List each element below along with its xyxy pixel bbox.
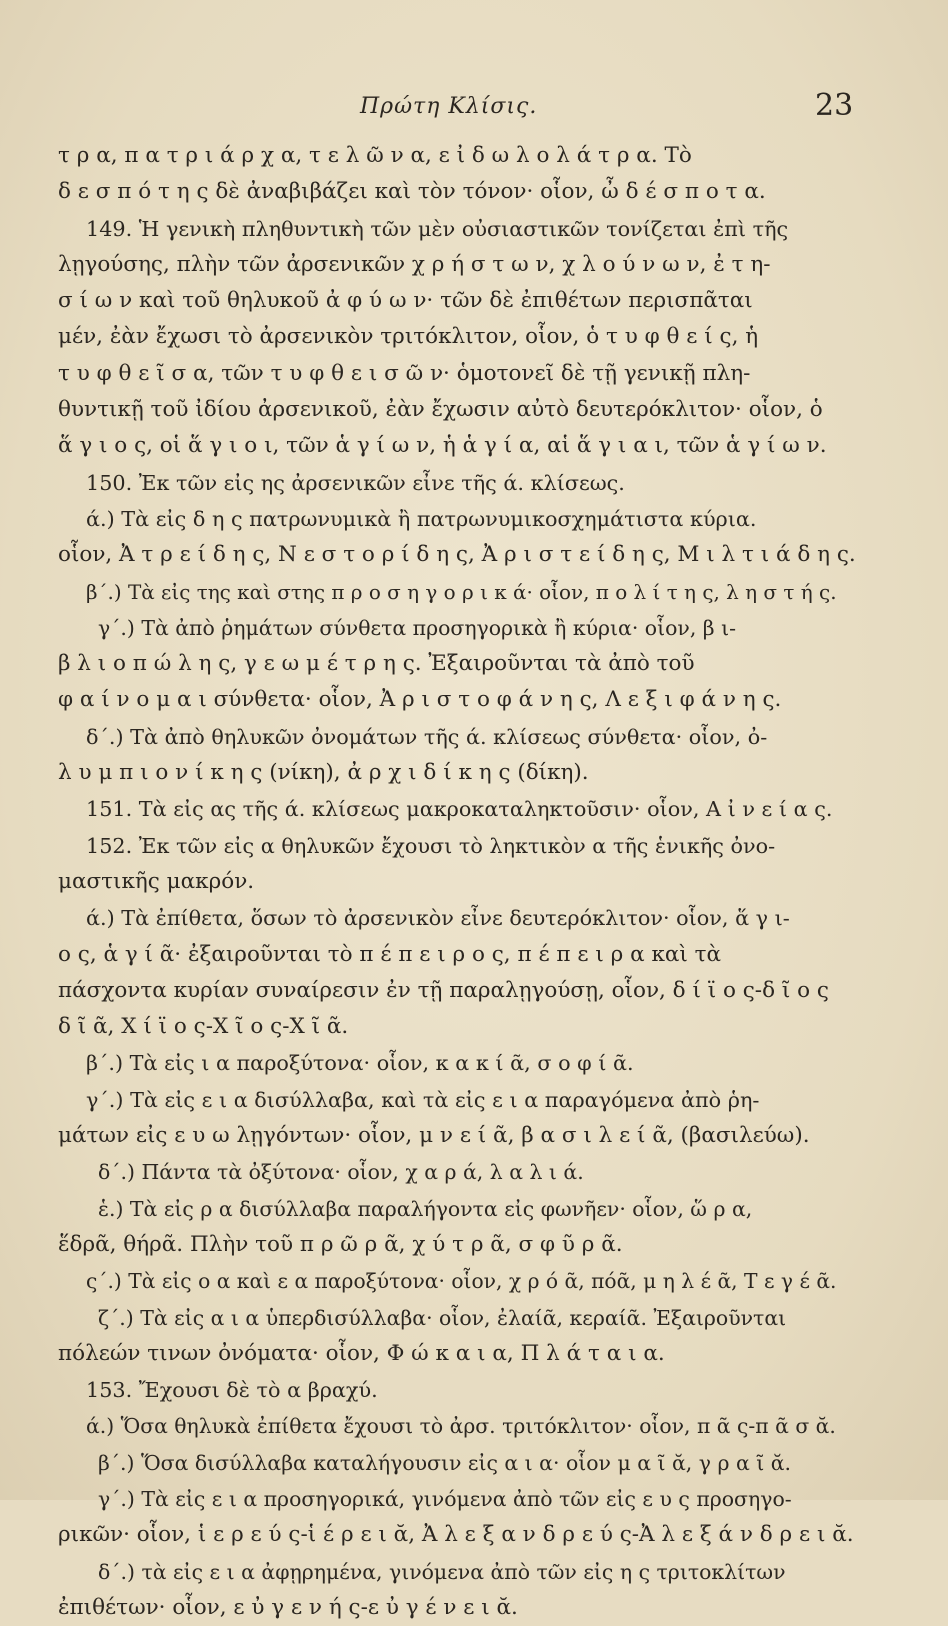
text-line: β λ ι ο π ώ λ η ς, γ ε ω μ έ τ ρ η ς. Ἐξαιροῦνται τὰ ἀπὸ τοῦ [58,651,695,677]
text-line: ἑ.) Τὰ εἰς ρ α δισύλλαβα παραλήγοντα εἰς φωνῆεν· οἷον, ὥ ρ α, [98,1196,753,1221]
text-line: τ ρ α, π α τ ρ ι ά ρ χ α, τ ε λ ῶ ν α, ε ἰ δ ω λ ο λ ά τ ρ α. Τὸ [58,143,692,168]
text-line: β΄.) Τὰ εἰς της καὶ στης π ρ ο σ η γ ο ρ ι κ ά· οἷον, π ο λ ί τ η ς, λ η σ τ ή ς. [86,579,837,604]
text-line: ρικῶν· οἷον, ἱ ε ρ ε ύ ς-ἱ έ ρ ε ι ᾰ, Ἀ λ ε ξ α ν δ ρ ε ύ ς-Ἀ λ ε ξ ά ν δ ρ ε ι ᾰ. [58,1522,854,1548]
text-line: 153. Ἔχουσι δὲ τὸ α βραχύ. [86,1378,378,1403]
text-line: ἐπιθέτων· οἷον, ε ὐ γ ε ν ή ς-ε ὐ γ έ ν ε ι ᾰ. [58,1594,518,1620]
text-line: πάσχοντα κυρίαν συναίρεσιν ἐν τῇ παραλῃγούσῃ, οἷον, δ ί ϊ ο ς-δ ῖ ο ς [58,977,829,1003]
text-line: σ ί ω ν καὶ τοῦ θηλυκοῦ ἀ φ ύ ω ν· τῶν δὲ ἐπιθέτων περισπᾶται [58,288,753,314]
text-line: ἅ γ ι ο ς, οἱ ἅ γ ι ο ι, τῶν ἁ γ ί ω ν, ἡ ἁ γ ί α, αἱ ἅ γ ι α ι, τῶν ἁ γ ί ω ν. [58,433,827,459]
text-line: μέν, ἐὰν ἔχωσι τὸ ἀρσενικὸν τριτόκλιτον, οἷον, ὁ τ υ φ θ ε ί ς, ἡ [58,324,759,350]
text-line: β΄.) Τὰ εἰς ι α παροξύτονα· οἷον, κ α κ ί ᾶ, σ ο φ ί ᾶ. [86,1051,634,1076]
page-header [0,88,948,134]
text-line: δ΄.) Πάντα τὰ ὀξύτονα· οἷον, χ α ρ ά, λ α λ ι ά. [98,1160,584,1185]
text-line: β΄.) Ὅσα δισύλλαβα καταλήγουσιν εἰς α ι α· οἷον μ α ῖ ᾰ, γ ρ α ῖ ᾰ. [98,1450,792,1475]
text-line: οἷον, Ἀ τ ρ ε ί δ η ς, Ν ε σ τ ο ρ ί δ η ς, Ἀ ρ ι σ τ ε ί δ η ς, Μ ι λ τ ι ά δ η ς. [58,542,856,568]
text-line: ζ΄.) Τὰ εἰς α ι α ὑπερδισύλλαβα· οἷον, ἐλαίᾶ, κεραίᾶ. Ἐξαιροῦνται [98,1305,787,1330]
body-text [58,138,863,1626]
text-line: μαστικῆς μακρόν. [58,868,255,894]
text-line: δ ῖ ᾶ, Χ ί ϊ ο ς-Χ ῖ ο ς-Χ ῖ ᾶ. [58,1014,349,1040]
text-line: ά.) Τὰ εἰς δ η ς πατρωνυμικὰ ἢ πατρωνυμικοσχημάτιστα κύρια. [86,506,757,531]
text-line: γ΄.) Τὰ εἰς ε ι α προσηγορικά, γινόμενα ἀπὸ τῶν εἰς ε υ ς προσηγο- [98,1486,792,1511]
text-line: λῃγούσης, πλὴν τῶν ἀρσενικῶν χ ρ ή σ τ ω ν, χ λ ο ύ ν ω ν, ἐ τ η- [58,251,771,277]
text-line: γ΄.) Τὰ ἀπὸ ῥημάτων σύνθετα προσηγορικὰ ἢ κύρια· οἷον, β ι- [98,615,737,640]
text-line: θυντικῇ τοῦ ἰδίου ἀρσενικοῦ, ἐὰν ἔχωσιν αὐτὸ δευτερόκλιτον· οἷον, ὁ [58,397,823,423]
text-line: πόλεών τινων ὀνόματα· οἷον, Φ ώ κ α ι α, Π λ ά τ α ι α. [58,1340,665,1366]
text-line: 150. Ἐκ τῶν εἰς ης ἀρσενικῶν εἶνε τῆς ά. κλίσεως. [86,470,625,495]
text-line: ά.) Τὰ ἐπίθετα, ὅσων τὸ ἀρσενικὸν εἶνε δευτερόκλιτον· οἷον, ἅ γ ι- [86,906,790,931]
text-line: ἕδρᾶ, θήρᾶ. Πλὴν τοῦ π ρ ῶ ρ ᾶ, χ ύ τ ρ ᾶ, σ φ ῦ ρ ᾶ. [58,1231,623,1257]
text-line: 151. Τὰ εἰς ας τῆς ά. κλίσεως μακροκαταληκτοῦσιν· οἷον, Α ἰ ν ε ί α ς. [86,797,833,822]
text-line: ο ς, ἁ γ ί ᾶ· ἐξαιροῦνται τὸ π έ π ε ι ρ ο ς, π έ π ε ι ρ α καὶ τὰ [58,941,722,967]
text-line: δ ε σ π ό τ η ς δὲ ἀναβιβάζει καὶ τὸν τόνον· οἷον, ὦ δ έ σ π ο τ α. [58,179,766,205]
text-line: ά.) Ὅσα θηλυκὰ ἐπίθετα ἔχουσι τὸ ἀρσ. τριτόκλιτον· οἷον, π ᾶ ς-π ᾶ σ ᾰ. [86,1414,836,1439]
text-line: τ υ φ θ ε ῖ σ α, τῶν τ υ φ θ ε ι σ ῶ ν· ὁμοτονεῖ δὲ τῇ γενικῇ πλη- [58,360,751,386]
text-line: γ΄.) Τὰ εἰς ε ι α δισύλλαβα, καὶ τὰ εἰς ε ι α παραγόμενα ἀπὸ ῥη- [86,1087,760,1112]
page-number: 23 [815,88,854,123]
text-line: 149. Ἡ γενικὴ πληθυντικὴ τῶν μὲν οὐσιαστικῶν τονίζεται ἐπὶ τῆς [86,216,789,241]
text-line: δ΄.) τὰ εἰς ε ι α ἀφῃρημένα, γινόμενα ἀπὸ τῶν εἰς η ς τριτοκλίτων [98,1559,786,1584]
text-line: λ υ μ π ι ο ν ί κ η ς (νίκη), ἀ ρ χ ι δ ί κ η ς (δίκη). [58,760,589,786]
text-line: μάτων εἰς ε υ ω λῃγόντων· οἷον, μ ν ε ί ᾶ, β α σ ι λ ε ί ᾶ, (βασιλεύω). [58,1123,810,1149]
text-line: ς΄.) Τὰ εἰς ο α καὶ ε α παροξύτονα· οἷον, χ ρ ό ᾶ, πόᾶ, μ η λ έ ᾶ, Τ ε γ έ ᾶ. [86,1269,837,1294]
text-line: 152. Ἐκ τῶν εἰς α θηλυκῶν ἔχουσι τὸ ληκτικὸν α τῆς ἑνικῆς ὀνο- [86,833,776,858]
running-title: Πρώτη Κλίσις. [360,94,538,119]
text-line: δ΄.) Τὰ ἀπὸ θηλυκῶν ὀνομάτων τῆς ά. κλίσεως σύνθετα· οἷον, ὀ- [86,724,768,749]
text-line: φ α ί ν ο μ α ι σύνθετα· οἷον, Ἀ ρ ι σ τ ο φ ά ν η ς, Λ ε ξ ι φ ά ν η ς. [58,687,782,713]
